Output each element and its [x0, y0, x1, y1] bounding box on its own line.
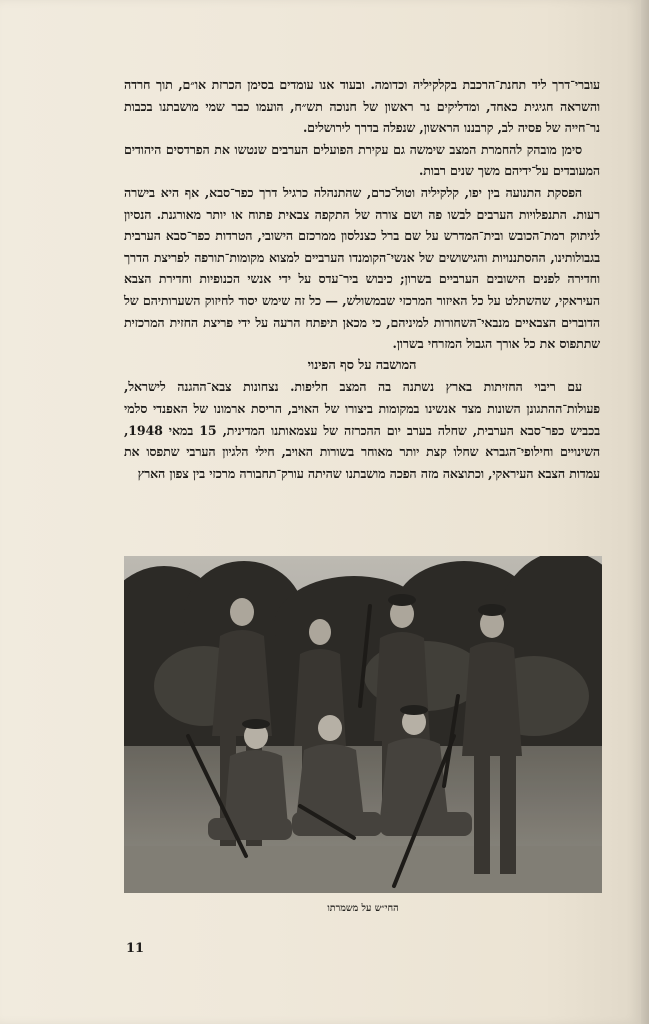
main-text: [124, 74, 600, 484]
photo-caption: החי״ש על משמרתו: [327, 903, 399, 914]
paragraph-1: עוברי־דרך ליד תחנת־הרכבת בקלקיליה וכדומה. ובעוד אנו עומדים בסימן הכרזת או״ם, תוך חרדה והשראה חגיגית כאחד, ומדליקים נר ראשון של חנוכה תש״ח, הועמו כבר שמי מושבתנו בכבות נר־חייה של פסיה לב, קרבננו הראשון, שנפלה בדרך לירושלים.: [124, 77, 600, 136]
paragraph-2: סימן מובהק להחמרת המצב שימשה גם עקירת הפועלים הערבים שנטשו את הפרדסים היהודים המעובדים על־ידיהם משך שנים רבות.: [124, 141, 600, 179]
section-paragraph: עם ריבוי החזיתות בארץ נשתנה בה המצב חליפות. נצחונות צבא־ההגנה לישראל, פעולות־ההתגונן השונות מצד אנשינו במקומות ביצורו של האויב, הריסת ארמונו של האפנדי סלמי בכביש כפר־סבא הערבית, שחלה בערב יום ההכרזה של עצמאותנו המדינית, 15 במאי 1948, השינויים וחילופי־הגברא שחלו קצת יותר מאוחר בשורות האויב, חילי הלגיון הערבי שתפסו את עמדות הצבא העיראקי, וכתוצאה מזה הפכה מושבתנו שהיתה עורק־תחבורה מרכזי בין צפון הארץ: [124, 379, 600, 481]
group-photo: [124, 556, 602, 893]
page-edge: [641, 0, 649, 1024]
paragraph-3: הפסקת התנועה בין יפו, קלקיליה וטול־כרם, שהתנהלה כרגיל דרך כפר־סבא, אף היא בישרה רעות. התנפלויות הערבים לבשו פה ושם צורה של התקפה צבאית פתוח או יותר מאורגנת. הנסיון לניתוק רמת־הכובש ובית־המדרש על שם ברל כצנלסון ממרכזם הישובי, הטרדות כפר־סבא הערבית בגבולותינו, ההסתננויות והגישושים של אנשי־הקומנדו הערביים למצוא מקומות־תורפה לפריצת הדרך וחדירה לפנים הישובים הערביים בשרון; כיבוש ביר־עדס על ידי אנשי הכנופיות וחדירת הצבא העיראקי, שהשתלט על כל האיזור המרכזי שבמשולש, — כל זה שימש יסוד לחיזוק השערותיהם של הדוברים הצבאיים מנבאי־השחורות למיניהם, כי מכאן תיפתח הרעה על ידי פריצת החזית המרכזית שתתפוס את כל אורך הגבול המזרחי בשרון.: [124, 184, 600, 352]
page-number: 11: [126, 941, 145, 956]
section-heading: המושבה על סף הפינוי: [307, 357, 417, 373]
photo-illustration: [124, 556, 602, 893]
